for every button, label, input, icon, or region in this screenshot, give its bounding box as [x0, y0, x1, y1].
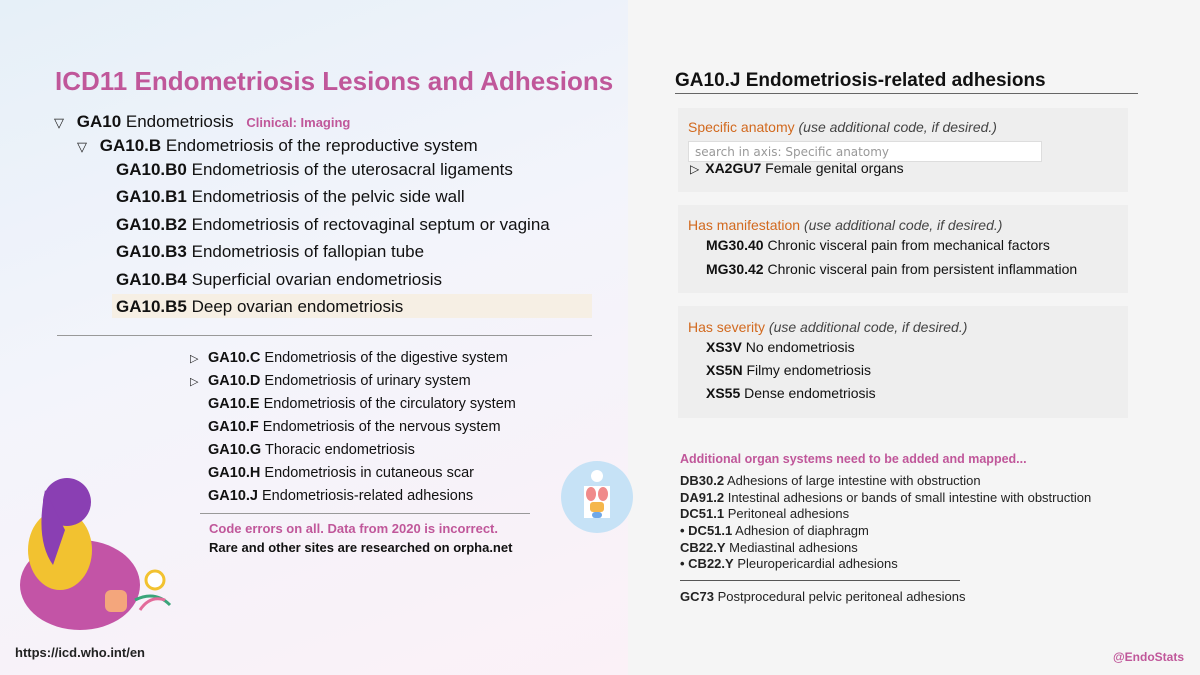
handle: @EndoStats — [1112, 650, 1184, 664]
section-title: GA10.J Endometriosis-related adhesions — [675, 70, 1046, 91]
additional-item: • DC51.1 Adhesion of diaphragm — [680, 523, 869, 538]
severity-label: Has severity — [688, 319, 766, 335]
additional-item: CB22.Y Mediastinal adhesions — [680, 540, 858, 555]
severity-entry[interactable]: XS5N Filmy endometriosis — [706, 362, 871, 378]
list-item[interactable]: GA10.B5 Deep ovarian endometriosis — [116, 297, 404, 316]
expand-arrow-icon: ▷ — [190, 376, 199, 388]
list-item[interactable]: ▷ GA10.D Endometriosis of urinary system — [190, 373, 471, 389]
source-url[interactable]: https://icd.who.int/en — [15, 645, 145, 660]
divider — [680, 580, 960, 581]
additional-item: DB30.2 Adhesions of large intestine with obstruction — [680, 473, 981, 488]
errors-note: Code errors on all. Data from 2020 is incorrect. — [209, 521, 498, 536]
manifestation-entry[interactable]: MG30.42 Chronic visceral pain from persistent inflammation — [706, 261, 1078, 277]
axis-search-input[interactable]: search in axis: Specific anatomy — [688, 141, 1042, 162]
orpha-note: Rare and other sites are researched on orpha.net — [209, 540, 513, 555]
woman-illustration — [5, 470, 195, 630]
manifestation-label: Has manifestation — [688, 217, 801, 233]
divider — [57, 335, 592, 336]
severity-entry[interactable]: XS3V No endometriosis — [706, 339, 855, 355]
manifestation-box: Has manifestation (use additional code, if desired.) MG30.40 Chronic visceral pain from mechanical factors MG30.42 Chronic visceral pain from persistent inflammation — [678, 205, 1128, 293]
divider — [200, 513, 530, 514]
list-item[interactable]: GA10.H Endometriosis in cutaneous scar — [208, 465, 474, 481]
clinical-tag: Clinical: Imaging — [246, 115, 351, 130]
page-title: ICD11 Endometriosis Lesions and Adhesions — [55, 66, 614, 96]
list-item[interactable]: GA10.G Thoracic endometriosis — [208, 442, 415, 458]
list-item[interactable]: ▷ GA10.C Endometriosis of the digestive system — [190, 350, 508, 366]
manifestation-entry[interactable]: MG30.40 Chronic visceral pain from mechanical factors — [706, 237, 1050, 253]
list-item[interactable]: GA10.B3 Endometriosis of fallopian tube — [116, 242, 425, 261]
additional-item: • CB22.Y Pleuropericardial adhesions — [680, 556, 898, 571]
list-item[interactable]: GA10.B4 Superficial ovarian endometriosis — [116, 270, 443, 289]
expand-arrow-icon: ▷ — [690, 162, 700, 176]
expand-triangle-icon[interactable]: ▽ — [54, 115, 64, 130]
anatomy-box: Specific anatomy (use additional code, if desired.) search in axis: Specific anatomy ▷ XA2GU7 Female genital organs — [678, 108, 1128, 192]
expand-arrow-icon: ▷ — [190, 353, 199, 365]
anatomy-label: Specific anatomy — [688, 119, 795, 135]
list-item[interactable]: GA10.E Endometriosis of the circulatory system — [208, 396, 516, 412]
tree-root[interactable]: ▽ GA10 Endometriosis Clinical: Imaging — [54, 112, 351, 131]
tree-sub[interactable]: ▽ GA10.B Endometriosis of the reproductive system — [77, 136, 478, 155]
anatomy-entry[interactable]: ▷ XA2GU7 Female genital organs — [690, 160, 904, 176]
anatomy-body-icon — [560, 460, 635, 535]
final-item: GC73 Postprocedural pelvic peritoneal adhesions — [680, 589, 966, 604]
expand-triangle-icon[interactable]: ▽ — [77, 139, 87, 154]
list-item[interactable]: GA10.B2 Endometriosis of rectovaginal septum or vagina — [116, 215, 550, 234]
additional-item: DA91.2 Intestinal adhesions or bands of small intestine with obstruction — [680, 490, 1092, 505]
divider — [675, 93, 1138, 94]
list-item[interactable]: GA10.B1 Endometriosis of the pelvic side wall — [116, 187, 465, 206]
additional-title: Additional organ systems need to be added and mapped... — [680, 452, 1027, 466]
list-item[interactable]: GA10.F Endometriosis of the nervous system — [208, 419, 501, 435]
additional-item: DC51.1 Peritoneal adhesions — [680, 506, 850, 521]
list-item[interactable]: GA10.J Endometriosis-related adhesions — [208, 488, 474, 504]
severity-entry[interactable]: XS55 Dense endometriosis — [706, 385, 876, 401]
list-item[interactable]: GA10.B0 Endometriosis of the uterosacral ligaments — [116, 160, 513, 179]
severity-box: Has severity (use additional code, if desired.) XS3V No endometriosis XS5N Filmy endometriosis XS55 Dense endometriosis — [678, 306, 1128, 418]
